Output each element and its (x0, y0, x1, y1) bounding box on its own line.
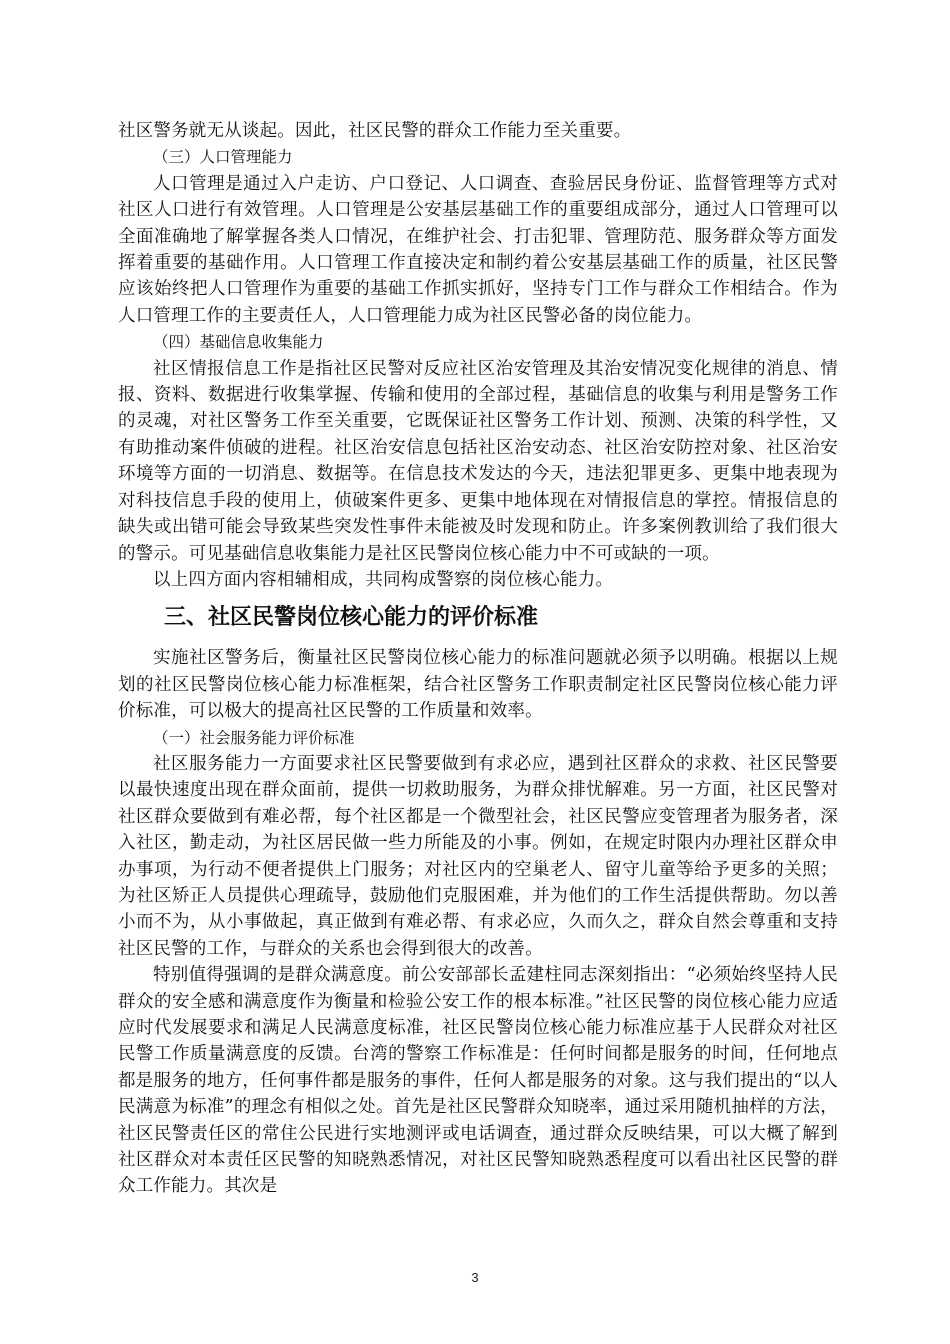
paragraph-evaluation-intro: 实施社区警务后，衡量社区民警岗位核心能力的标准问题就必须予以明确。根据以上规划的社区民警岗位核心能力标准框架，结合社区警务工作职责制定社区民警岗位核心能力评价标准，可以极大的提高社区民警的工作质量和效率。 (118, 648, 838, 722)
paragraph-summary: 以上四方面内容相辅相成，共同构成警察的岗位核心能力。 (153, 569, 614, 590)
subheading-population-management: （三）人口管理能力 (153, 148, 293, 167)
paragraph-public-satisfaction: 特别值得强调的是群众满意度。前公安部部长孟建柱同志深刻指出：“必须始终坚持人民群众的安全感和满意度作为衡量和检验公安工作的根本标准。”社区民警的岗位核心能力应适应时代发展要求和满足人民满意度标准，社区民警岗位核心能力标准应基于人民群众对社区民警工作质量满意度的反馈。台湾的警察工作标准是：任何时间都是服务的时间，任何地点都是服务的地方，任何事件都是服务的事件，任何人都是服务的对象。这与我们提出的“以人民满意为标准”的理念有相似之处。首先是社区民警群众知晓率，通过采用随机抽样的方法，社区民警责任区的常住公民进行实地测评或电话调查，通过群众反映结果，可以大概了解到社区群众对本责任区民警的知晓熟悉情况，对社区民警知晓熟悉程度可以看出社区民警的群众工作能力。其次是 (118, 965, 838, 1197)
subheading-information-collection: （四）基础信息收集能力 (153, 333, 324, 352)
paragraph-intro-tail: 社区警务就无从谈起。因此，社区民警的群众工作能力至关重要。 (118, 121, 632, 141)
section-title-evaluation-standards: 三、社区民警岗位核心能力的评价标准 (164, 605, 539, 631)
paragraph-information-collection: 社区情报信息工作是指社区民警对反应社区治安管理及其治安情况变化规律的消息、情报、资料、数据进行收集掌握、传输和使用的全部过程，基础信息的收集与利用是警务工作的灵魂，对社区警务工作至关重要，它既保证社区警务工作计划、预测、决策的科学性，又有助推动案件侦破的进程。社区治安信息包括社区治安动态、社区治安防控对象、社区治安环境等方面的一切消息、数据等。在信息技术发达的今天，违法犯罪更多、更集中地表现为对科技信息手段的使用上，侦破案件更多、更集中地体现在对情报信息的掌控。情报信息的缺失或出错可能会导致某些突发性事件未能被及时发现和防止。许多案例教训给了我们很大的警示。可见基础信息收集能力是社区民警岗位核心能力中不可或缺的一项。 (118, 358, 838, 564)
page-number: 3 (471, 1270, 479, 1285)
paragraph-population-management: 人口管理是通过入户走访、户口登记、人口调查、查验居民身份证、监督管理等方式对社区人口进行有效管理。人口管理是公安基层基础工作的重要组成部分，通过人口管理可以全面准确地了解掌握各类人口情况，在维护社会、打击犯罪、管理防范、服务群众等方面发挥着重要的基础作用。人口管理工作直接决定和制约着公安基层基础工作的质量，社区民警应该始终把人口管理作为重要的基础工作抓实抓好，坚持专门工作与群众工作相结合。作为人口管理工作的主要责任人，人口管理能力成为社区民警必备的岗位能力。 (118, 173, 838, 326)
subheading-social-service: （一）社会服务能力评价标准 (153, 728, 355, 747)
page-body (118, 118, 838, 1200)
paragraph-social-service: 社区服务能力一方面要求社区民警要做到有求必应，遇到社区群众的求救、社区民警要以最快速度出现在群众面前，提供一切救助服务，为群众排忧解难。另一方面，社区民警对社区群众要做到有难必帮，每个社区都是一个微型社会，社区民警应变管理者为服务者，深入社区，勤走动，为社区居民做一些力所能及的小事。例如，在规定时限内办理社区群众申办事项，为行动不便者提供上门服务；对社区内的空巢老人、留守儿童等给予更多的关照；为社区矫正人员提供心理疏导，鼓励他们克服困难，并为他们的工作生活提供帮助。勿以善小而不为，从小事做起，真正做到有难必帮、有求必应，久而久之，群众自然会尊重和支持社区民警的工作，与群众的关系也会得到很大的改善。 (118, 753, 838, 959)
